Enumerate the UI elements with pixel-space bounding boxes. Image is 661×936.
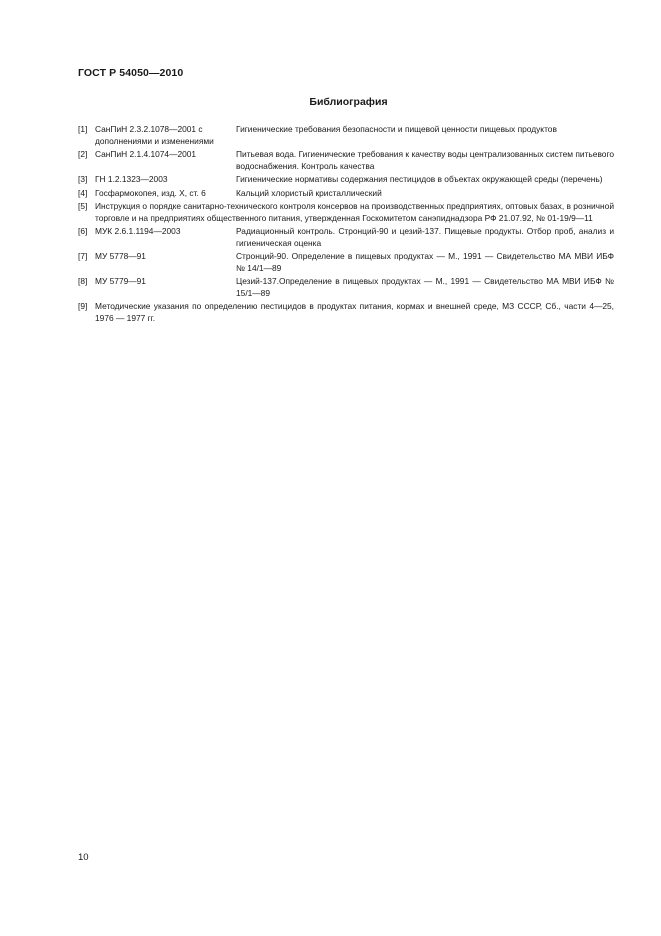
bibliography-entry	[78, 124, 614, 147]
entry-source: МУ 5779—91	[95, 276, 146, 286]
entry-source: СанПиН 2.1.4.1074—2001	[95, 149, 197, 159]
entry-description: Цезий-137.Определение в пищевых продуктах — М., 1991 — Свидетельство МА МВИ ИБФ № 15/1—89	[236, 276, 614, 298]
entry-description: Гигиенические требования безопасности и пищевой ценности пищевых продуктов	[236, 124, 557, 134]
bibliography-entry	[78, 188, 614, 200]
entry-source: Госфармокопея, изд. X, ст. 6	[95, 187, 206, 198]
bibliography-entry	[78, 201, 614, 224]
document-code: ГОСТ Р 54050—2010	[78, 67, 184, 79]
bibliography-entry	[78, 301, 614, 324]
bibliography-list	[78, 124, 614, 326]
bibliography-title: Библиография	[309, 96, 388, 108]
bibliography-entry	[78, 149, 614, 172]
bibliography-entry	[78, 226, 614, 249]
entry-description: Кальций хлористый кристаллический	[236, 187, 382, 198]
entry-number: [8]	[78, 276, 88, 286]
entry-description: Стронций-90. Определение в пищевых продуктах — М., 1991 — Свидетельство МА МВИ ИБФ № 14/1—89	[236, 251, 614, 273]
entry-source: СанПиН 2.3.2.1078—2001 с дополнениями и изменениями	[95, 124, 214, 146]
bibliography-entry	[78, 174, 614, 186]
entry-description: Радиационный контроль. Стронций-90 и цезий-137. Пищевые продукты. Отбор проб, анализ и гигиеническая оценка	[236, 226, 614, 248]
bibliography-entry	[78, 251, 614, 274]
page-number: 10	[78, 852, 89, 863]
entry-text: Инструкция о порядке санитарно-технического контроля консервов на производственных предприятиях, оптовых базах, в розничной торговле и на предприятиях общественного питания, утвержденная Госкомитетом санэпиднадзора РФ 21.07.92, № 01-19/9—11	[95, 201, 614, 223]
entry-source: МУ 5778—91	[95, 251, 146, 261]
entry-text: Методические указания по определению пестицидов в продуктах питания, кормах и внешней среде, МЗ СССР, Сб., части 4—25, 1976 — 1977 гг.	[95, 301, 614, 323]
entry-number: [9]	[78, 301, 88, 311]
entry-number: [2]	[78, 149, 88, 159]
entry-number: [7]	[78, 251, 88, 261]
entry-number: [3]	[78, 174, 88, 184]
entry-description: Питьевая вода. Гигиенические требования к качеству воды централизованных систем питьевого водоснабжения. Контроль качества	[236, 149, 614, 171]
entry-number: [6]	[78, 226, 88, 236]
entry-number: [4]	[78, 187, 88, 198]
entry-source: ГН 1.2.1323—2003	[95, 174, 168, 184]
entry-number: [1]	[78, 124, 88, 134]
entry-number: [5]	[78, 201, 88, 211]
entry-source: МУК 2.6.1.1194—2003	[95, 226, 181, 236]
bibliography-entry	[78, 276, 614, 299]
entry-description: Гигиенические нормативы содержания пестицидов в объектах окружающей среды (перечень)	[236, 174, 603, 184]
